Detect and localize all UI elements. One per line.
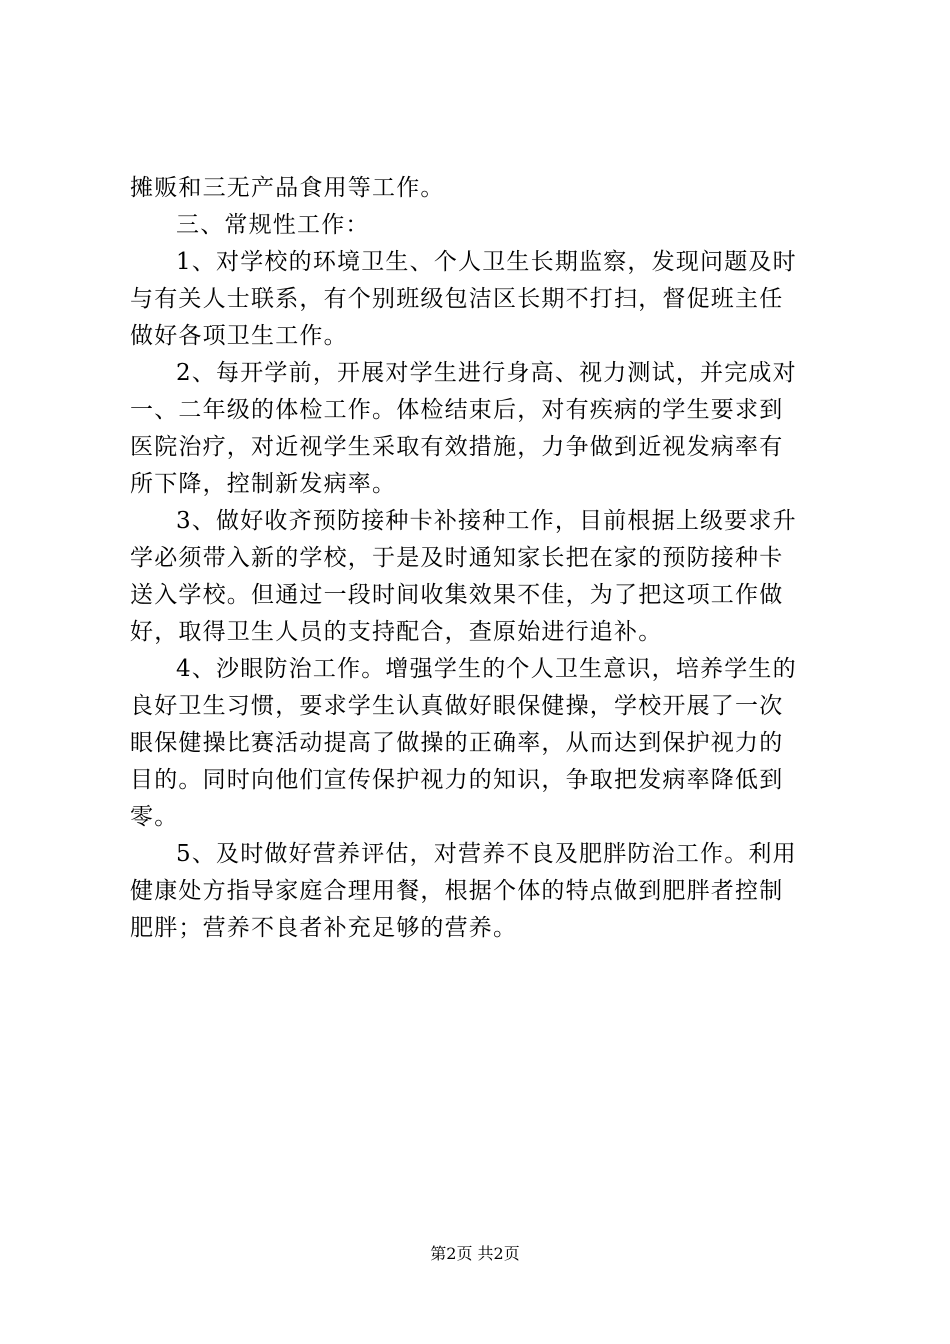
text-line: 送入学校。但通过一段时间收集效果不佳，为了把这项工作做 [130,582,784,608]
text-line: 健康处方指导家庭合理用餐，根据个体的特点做到肥胖者控制 [130,878,784,904]
text-line: 一、二年级的体检工作。体检结束后，对有疾病的学生要求到 [130,397,784,423]
text-line: 5、及时做好营养评估，对营养不良及肥胖防治工作。利用 [176,841,797,867]
text-line: 3、做好收齐预防接种卡补接种工作，目前根据上级要求升 [176,508,797,534]
text-line: 所下降，控制新发病率。 [130,471,397,497]
text-line: 与有关人士联系，有个别班级包洁区长期不打扫，督促班主任 [130,286,784,312]
text-line: 医院治疗，对近视学生采取有效措施，力争做到近视发病率有 [130,434,784,460]
page-number: 第2页 共2页 [430,1244,520,1263]
text-line: 好，取得卫生人员的支持配合，查原始进行追补。 [130,619,663,645]
text-line: 4、沙眼防治工作。增强学生的个人卫生意识，培养学生的 [176,656,797,682]
page-footer [0,1244,950,1264]
text-line: 2、每开学前，开展对学生进行身高、视力测试，并完成对 [176,360,797,386]
text-line: 1、对学校的环境卫生、个人卫生长期监察，发现问题及时 [176,249,797,275]
document-body [130,170,830,947]
text-line: 肥胖；营养不良者补充足够的营养。 [130,915,518,941]
text-line: 学必须带入新的学校，于是及时通知家长把在家的预防接种卡 [130,545,784,571]
text-line: 零。 [130,804,179,830]
text-line: 摊贩和三无产品食用等工作。 [130,175,445,201]
text-line: 良好卫生习惯，要求学生认真做好眼保健操，学校开展了一次 [130,693,784,719]
text-line: 眼保健操比赛活动提高了做操的正确率，从而达到保护视力的 [130,730,784,756]
text-line: 做好各项卫生工作。 [130,323,348,349]
text-line: 目的。同时向他们宣传保护视力的知识，争取把发病率降低到 [130,767,784,793]
section-heading: 三、常规性工作： [176,212,370,238]
